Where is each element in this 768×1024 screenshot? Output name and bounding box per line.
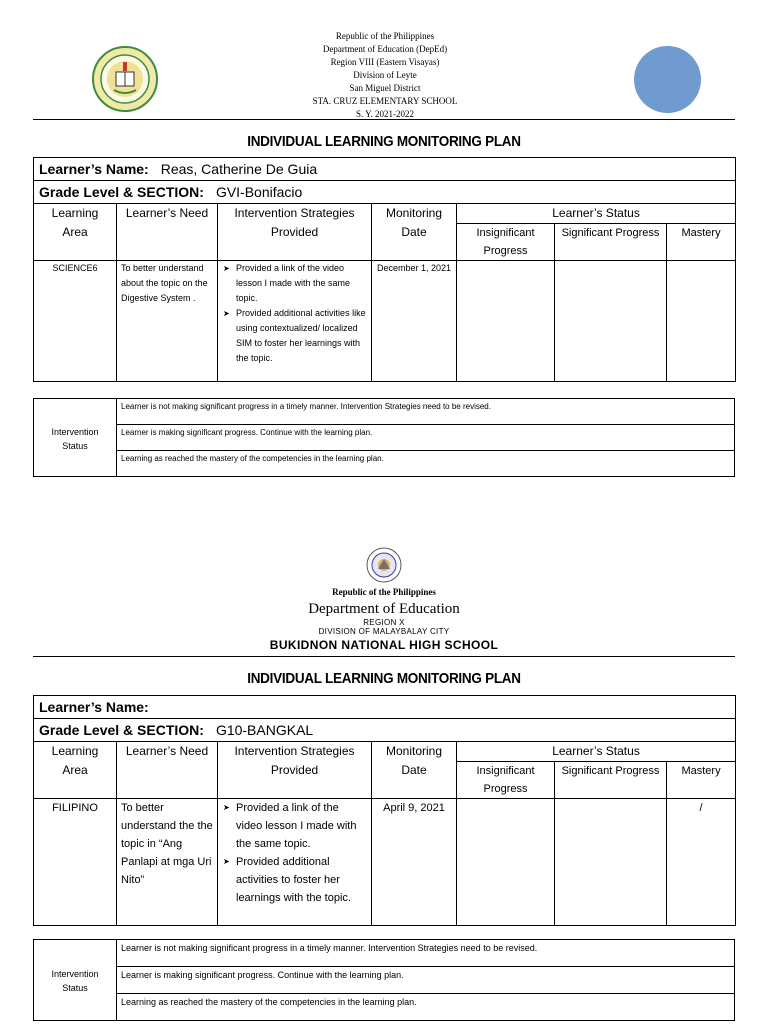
header-line: Department of Education (DepEd) xyxy=(322,44,448,54)
header-line: Republic of the Philippines xyxy=(335,31,435,41)
col-learners-need: Learner’s Need xyxy=(117,204,218,261)
cell-significant xyxy=(555,799,667,926)
monitoring-plan-table-1 xyxy=(33,157,736,382)
grade-section-label: Grade Level & SECTION: xyxy=(39,184,204,200)
strategy-item: ➤ Provided additional activities like using contextualized/ localized SIM to foster her learnings with the topic. xyxy=(236,306,367,366)
col-strategies: Intervention Strategies Provided xyxy=(218,204,372,261)
col-learning-area: Learning Area xyxy=(34,742,117,799)
grade-section-value: G10-BANGKAL xyxy=(215,722,314,738)
col-learners-status: Learner’s Status xyxy=(457,742,736,762)
cell-significant xyxy=(555,261,667,382)
intervention-status-label: Intervention Status xyxy=(34,399,117,477)
grade-section-row xyxy=(34,719,736,742)
monitoring-plan-table-2 xyxy=(33,695,736,926)
status-line-revise: Learner is not making significant progress in a timely manner. Intervention Strategies need to be revised. xyxy=(117,940,735,967)
school-name-2: BUKIDNON NATIONAL HIGH SCHOOL xyxy=(269,638,499,652)
learner-name-label: Learner’s Name: xyxy=(39,161,149,177)
school-header-1 xyxy=(250,30,520,121)
col-learning-area: Learning Area xyxy=(34,204,117,261)
cell-strategies xyxy=(218,799,372,926)
grade-section-row xyxy=(34,181,736,204)
header-line: San Miguel District xyxy=(349,83,421,93)
cell-strategies xyxy=(218,261,372,382)
intervention-status-label: Intervention Status xyxy=(34,940,117,1021)
region-line: REGION X xyxy=(363,618,405,627)
cell-area: FILIPINO xyxy=(34,799,117,926)
col-significant: Significant Progress xyxy=(555,762,667,799)
cell-mastery xyxy=(667,261,736,382)
grade-section-value: GVI-Bonifacio xyxy=(215,184,303,200)
col-mastery: Mastery xyxy=(667,762,736,799)
cell-date: April 9, 2021 xyxy=(372,799,457,926)
col-learners-need: Learner’s Need xyxy=(117,742,218,799)
learner-name-value: Reas, Catherine De Guia xyxy=(160,161,318,177)
district-seal-icon xyxy=(92,46,158,112)
header-divider xyxy=(33,656,735,657)
intervention-status-table-1 xyxy=(33,398,735,477)
plan-title-2: INDIVIDUAL LEARNING MONITORING PLAN xyxy=(247,670,521,687)
col-learners-status: Learner’s Status xyxy=(457,204,736,224)
status-line-revise: Learner is not making significant progress in a timely manner. Intervention Strategies need to be revised. xyxy=(117,399,735,425)
blue-circle-logo xyxy=(634,46,701,113)
learner-name-row xyxy=(34,696,736,719)
learner-name-label: Learner’s Name: xyxy=(39,699,149,715)
cell-need: To better understand about the topic on the Digestive System . xyxy=(117,261,218,382)
cell-date: December 1, 2021 xyxy=(372,261,457,382)
status-line-continue: Learner is making significant progress. Continue with the learning plan. xyxy=(117,967,735,994)
grade-section-label: Grade Level & SECTION: xyxy=(39,722,204,738)
intervention-status-table-2 xyxy=(33,939,735,1021)
status-line-mastery: Learning as reached the mastery of the competencies in the learning plan. xyxy=(117,994,735,1021)
header-line: S. Y. 2021-2022 xyxy=(355,109,414,119)
header-line: Division of Leyte xyxy=(353,70,417,80)
plan-title-1: INDIVIDUAL LEARNING MONITORING PLAN xyxy=(247,133,521,150)
header-line: STA. CRUZ ELEMENTARY SCHOOL xyxy=(312,96,458,106)
deped-seal-icon xyxy=(366,547,402,583)
col-mastery: Mastery xyxy=(667,224,736,261)
cell-need: To better understand the the topic in “Ang Panlapi at mga Uri Nito” xyxy=(117,799,218,926)
strategy-item: ➤ Provided additional activities to foster her learnings with the topic. xyxy=(236,853,367,907)
department-line: Department of Education xyxy=(308,601,460,617)
col-monitoring-date: Monitoring Date xyxy=(372,204,457,261)
header-divider xyxy=(33,119,735,120)
cell-mastery: / xyxy=(667,799,736,926)
cell-insignificant xyxy=(457,799,555,926)
status-line-continue: Learner is making significant progress. Continue with the learning plan. xyxy=(117,425,735,451)
col-strategies: Intervention Strategies Provided xyxy=(218,742,372,799)
status-line-mastery: Learning as reached the mastery of the competencies in the learning plan. xyxy=(117,451,735,477)
col-insignificant: Insignificant Progress xyxy=(457,224,555,261)
strategy-item: ➤ Provided a link of the video lesson I made with the same topic. xyxy=(236,261,367,306)
col-insignificant: Insignificant Progress xyxy=(457,762,555,799)
learner-name-row xyxy=(34,158,736,181)
strategy-item: ➤ Provided a link of the video lesson I made with the same topic. xyxy=(236,799,367,853)
republic-line: Republic of the Philippines xyxy=(332,587,436,597)
cell-area: SCIENCE6 xyxy=(34,261,117,382)
header-line: Region VIII (Eastern Visayas) xyxy=(330,57,440,67)
division-line: DIVISION OF MALAYBALAY CITY xyxy=(318,627,450,636)
col-monitoring-date: Monitoring Date xyxy=(372,742,457,799)
cell-insignificant xyxy=(457,261,555,382)
col-significant: Significant Progress xyxy=(555,224,667,261)
